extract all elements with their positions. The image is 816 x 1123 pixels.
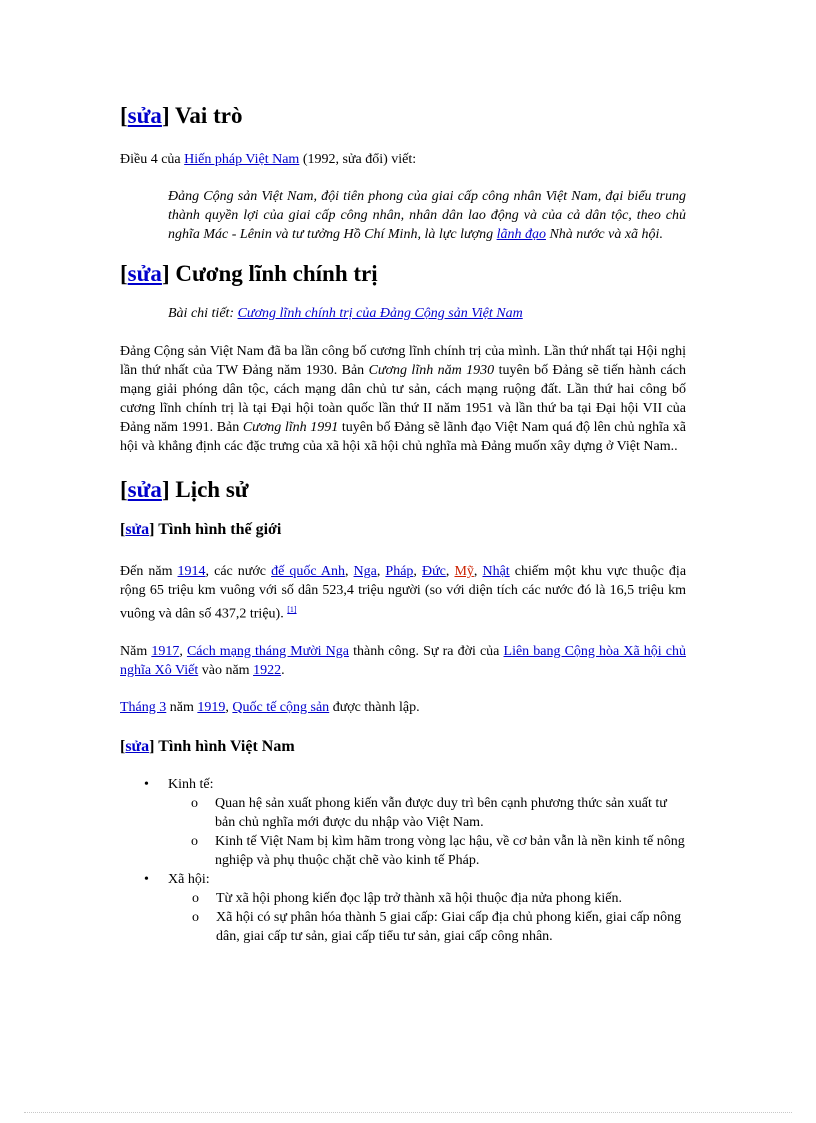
list-item: o Quan hệ sản xuất phong kiến vẫn được duy trì bên cạnh phương thức sản xuất tư bản chủ nghĩa mới được du nhập vào Việt Nam.	[191, 795, 667, 830]
list-item: • Xã hội: o Từ xã hội phong kiến đọc lập trở thành xã hội thuộc địa nửa phong kiến. o Xã hội có sự phân hóa thành 5 giai cấp: Giai cấp địa chủ phong kiến, giai cấp nông dân, giai cấp tư sản, giai cấp tiểu tư sản, giai cấp công nhân.	[120, 870, 686, 946]
link-1917[interactable]: 1917	[151, 643, 180, 659]
paragraph-cuong-linh: Đảng Cộng sản Việt Nam đã ba lần công bố cương lĩnh chính trị của mình. Lần thứ nhất tại Hội nghị lần thứ nhất của TW Đảng năm 1930. Bản Cương lĩnh năm 1930 tuyên bố Đảng sẽ tiến hành cách mạng giải phóng dân tộc, cách mạng dân chủ tư sản, cách mạng ruộng đất. Lần thứ hai công bố cương lĩnh chính trị là tại Đại hội toàn quốc lần thứ II năm 1951 và lần thứ ba tại Đại hội VII của Đảng năm 1991. Bản Cương lĩnh 1991 tuyên bố Đảng sẽ lãnh đạo Việt Nam quá độ lên chủ nghĩa xã hội và khẳng định các đặc trưng của xã hội xã hội chủ nghĩa mà Đảng muốn xây dựng ở Việt Nam..	[120, 344, 686, 454]
circle-bullet-icon: o	[191, 833, 198, 849]
document-page	[120, 100, 686, 946]
link-cach-mang-thang-muoi[interactable]: Cách mạng tháng Mười Nga	[186, 643, 349, 659]
circle-bullet-icon: o	[192, 909, 199, 925]
paragraph-intro: Điều 4 của Hiến pháp Việt Nam (1992, sửa đổi) viết:	[120, 152, 417, 167]
heading-text: Cương lĩnh chính trị	[175, 261, 378, 286]
sub-list	[168, 889, 686, 946]
link-de-quoc-anh[interactable]: đế quốc Anh	[271, 564, 345, 579]
link-quoc-te-cong-san[interactable]: Quốc tế cộng sản	[232, 699, 330, 715]
sub-list	[167, 794, 686, 870]
reference-link[interactable]: [1]	[287, 605, 297, 614]
heading-vai-tro: [sửa] Vai trò	[120, 103, 243, 128]
edit-link[interactable]: sửa	[125, 737, 150, 755]
list-item: o Kinh tế Việt Nam bị kìm hãm trong vòng lạc hậu, về cơ bản vẫn là nền kinh tế nông nghiệp và phụ thuộc chặt chẽ vào kinh tế Pháp.	[191, 833, 685, 868]
circle-bullet-icon: o	[191, 795, 198, 811]
heading-lich-su: [sửa] Lịch sử	[120, 477, 249, 502]
paragraph-1914: Đến năm 1914, các nước đế quốc Anh, Nga, Pháp, Đức, Mỹ, Nhật chiếm một khu vực thuộc địa rộng 65 triệu km vuông với số dân 523,4 triệu người (so với diện tích các nước đó là 16,5 triệu km vuông và dân số 437,2 triệu). [1]	[120, 564, 687, 622]
link-my[interactable]: Mỹ	[454, 564, 474, 579]
link-phap[interactable]: Pháp	[385, 564, 414, 579]
heading-tinh-hinh-viet-nam: [sửa] Tình hình Việt Nam	[120, 737, 295, 755]
heading-text: Vai trò	[174, 103, 243, 128]
link-duc[interactable]: Đức	[421, 564, 446, 579]
circle-bullet-icon: o	[192, 890, 199, 906]
bullet-icon: •	[144, 871, 149, 887]
paragraph-1917: Năm 1917, Cách mạng tháng Mười Nga thành công. Sự ra đời của Liên bang Cộng hòa Xã hội chủ nghĩa Xô Viết vào năm 1922.	[120, 643, 686, 678]
link-nga[interactable]: Nga	[353, 564, 377, 579]
link-detail[interactable]: Cương lĩnh chính trị của Đảng Cộng sản Việt Nam	[237, 306, 523, 321]
blockquote: Đảng Cộng sản Việt Nam, đội tiên phong của giai cấp công nhân Việt Nam, đại biểu trung thành quyền lợi của giai cấp công nhân, nhân dân lao động và của cả dân tộc, theo chủ nghĩa Mác - Lênin và tư tưởng Hồ Chí Minh, là lực lượng lãnh đạo Nhà nước và xã hội.	[168, 189, 686, 242]
paragraph-1919: Tháng 3 năm 1919, Quốc tế cộng sản được thành lập.	[120, 699, 420, 715]
link-1922[interactable]: 1922	[253, 662, 282, 678]
link-hien-phap[interactable]: Hiến pháp Việt Nam	[184, 152, 300, 167]
heading-text: Lịch sử	[175, 477, 249, 502]
list-item: • Kinh tế: o Quan hệ sản xuất phong kiến vẫn được duy trì bên cạnh phương thức sản xuất tư bản chủ nghĩa mới được du nhập vào Việt Nam. o Kinh tế Việt Nam bị kìm hãm trong vòng lạc hậu, về cơ bản vẫn là nền kinh tế nông nghiệp và phụ thuộc chặt chẽ vào kinh tế Pháp.	[144, 776, 685, 868]
detail-note: Bài chi tiết: Cương lĩnh chính trị của Đảng Cộng sản Việt Nam	[168, 306, 523, 321]
heading-text: Tình hình Việt Nam	[158, 737, 295, 755]
heading-text: Tình hình thế giới	[158, 521, 282, 538]
page-footer-divider	[24, 1112, 792, 1113]
heading-tinh-hinh-the-gioi: [sửa] Tình hình thế giới	[120, 521, 282, 538]
edit-link[interactable]: sửa	[127, 261, 162, 286]
link-nhat[interactable]: Nhật	[482, 564, 510, 579]
edit-link[interactable]: sửa	[125, 521, 150, 538]
link-lien-xo[interactable]: Liên bang Cộng hòa Xã hội chủ nghĩa Xô Viết	[120, 643, 686, 678]
vietnam-situation-list	[120, 775, 686, 946]
link-lanh-dao[interactable]: lãnh đạo	[496, 227, 546, 242]
link-1914[interactable]: 1914	[177, 564, 206, 579]
edit-link[interactable]: sửa	[127, 103, 162, 128]
list-item: o Từ xã hội phong kiến đọc lập trở thành xã hội thuộc địa nửa phong kiến.	[192, 890, 622, 906]
link-thang-3[interactable]: Tháng 3	[120, 699, 167, 715]
link-1919[interactable]: 1919	[197, 699, 226, 715]
edit-link[interactable]: sửa	[127, 477, 162, 502]
heading-cuong-linh: [sửa] Cương lĩnh chính trị	[120, 261, 378, 286]
list-item: o Xã hội có sự phân hóa thành 5 giai cấp: Giai cấp địa chủ phong kiến, giai cấp nông dân, giai cấp tư sản, giai cấp tiểu tư sản, giai cấp công nhân.	[192, 909, 682, 944]
bullet-icon: •	[144, 776, 149, 792]
